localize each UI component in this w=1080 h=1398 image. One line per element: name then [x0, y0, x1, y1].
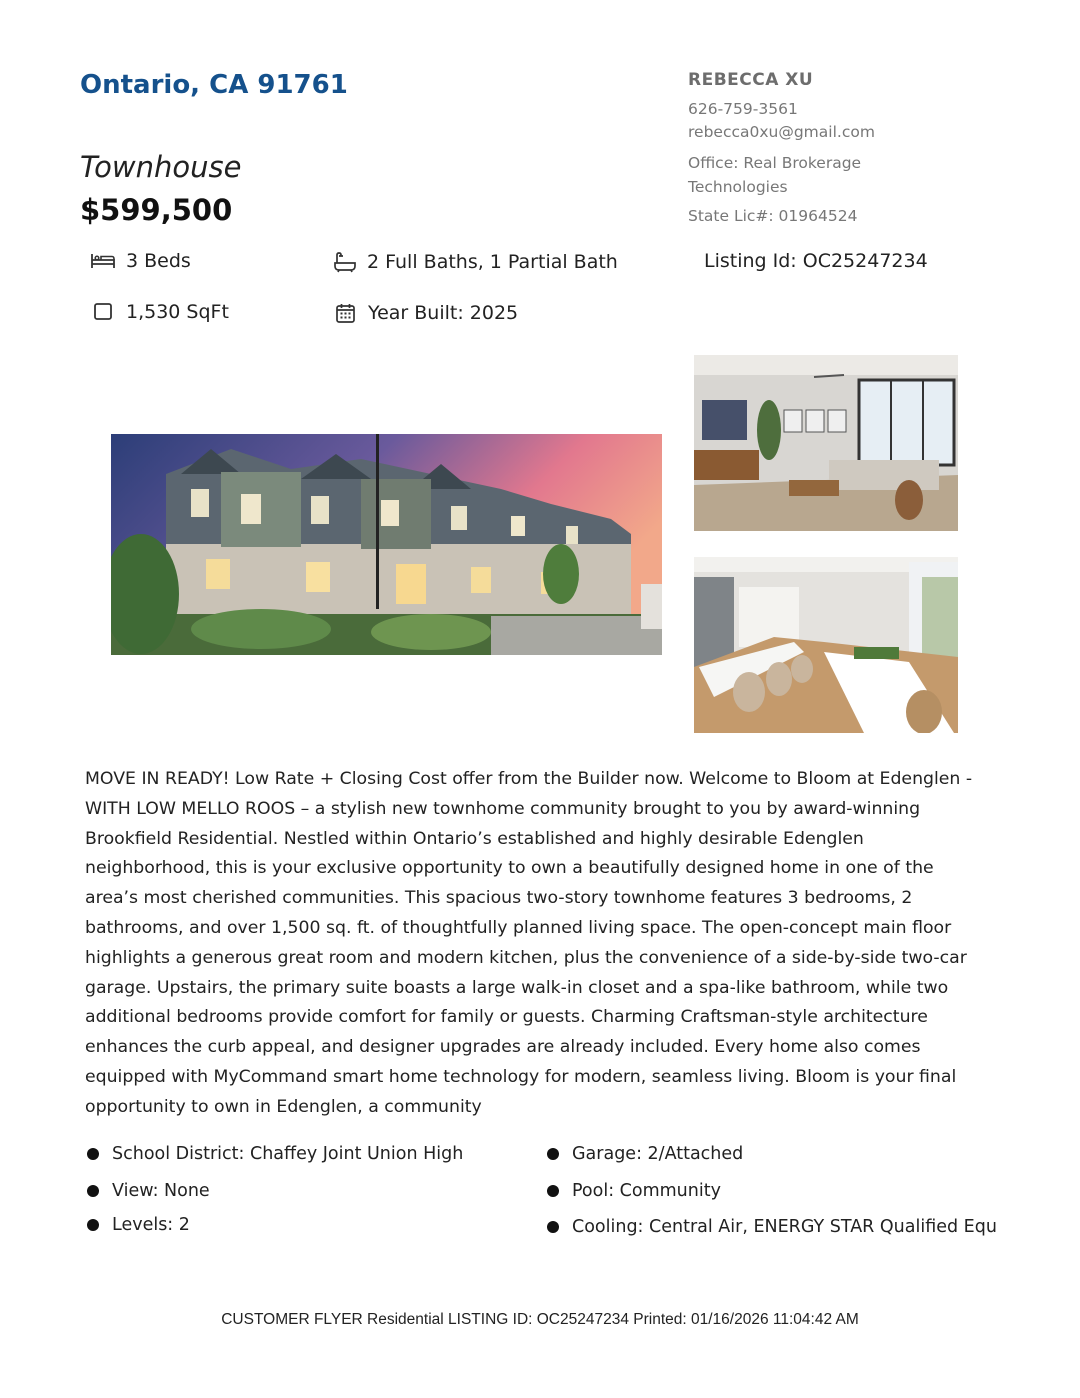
agent-name: REBECCA XU [688, 70, 814, 90]
feature-garage [547, 1144, 743, 1164]
agent-email[interactable]: rebecca0xu@gmail.com [688, 123, 875, 141]
bullet-icon [547, 1185, 559, 1197]
fact-year-built [334, 301, 518, 325]
feature-levels [87, 1215, 190, 1235]
bullet-icon [547, 1148, 559, 1160]
feature-text: View: None [112, 1181, 210, 1201]
fact-sqft [92, 301, 229, 323]
calendar-icon [334, 301, 358, 325]
feature-text: Cooling: Central Air, ENERGY STAR Qualified Equ [572, 1217, 997, 1237]
property-type: Townhouse [80, 150, 242, 184]
living-room-photo[interactable] [694, 355, 958, 531]
bed-icon [90, 251, 116, 271]
sqft-label: 1,530 SqFt [126, 301, 229, 323]
beds-label: 3 Beds [126, 250, 191, 272]
bullet-icon [87, 1185, 99, 1197]
price: $599,500 [80, 193, 233, 227]
agent-license: State Lic#: 01964524 [688, 207, 858, 225]
feature-school-district [87, 1144, 463, 1164]
feature-cooling [547, 1217, 1000, 1237]
city-state-zip: Ontario, CA 91761 [80, 70, 348, 100]
footer: CUSTOMER FLYER Residential LISTING ID: OC25247234 Printed: 01/16/2026 11:04:42 AM [221, 1311, 859, 1328]
year-built-label: Year Built: 2025 [368, 302, 519, 324]
feature-view [87, 1181, 210, 1201]
bullet-icon [87, 1219, 99, 1231]
fact-baths [333, 250, 618, 274]
kitchen-photo[interactable] [694, 557, 958, 733]
feature-text: Garage: 2/Attached [572, 1144, 744, 1164]
agent-phone[interactable]: 626-759-3561 [688, 100, 798, 118]
bath-icon [333, 250, 357, 274]
feature-text: Pool: Community [572, 1181, 721, 1201]
listing-id-label: Listing Id: OC25247234 [704, 250, 928, 272]
feature-pool [547, 1181, 721, 1201]
exterior-photo[interactable] [111, 434, 662, 655]
baths-label: 2 Full Baths, 1 Partial Bath [367, 251, 618, 273]
square-icon [92, 301, 116, 323]
feature-text: Levels: 2 [112, 1215, 190, 1235]
bullet-icon [547, 1221, 559, 1233]
feature-text: School District: Chaffey Joint Union High [112, 1144, 464, 1164]
fact-listing-id [704, 250, 928, 272]
description: MOVE IN READY! Low Rate + Closing Cost offer from the Builder now. Welcome to Bloom at Edenglen - WITH LOW MELLO ROOS – a stylish new townhome community brought to you by award-winning Brookfield Residential. Nestled within Ontario’s established and highly desirable Edenglen neighborhood, this is your exclusive opportunity to own a beautifully designed home in one of the area’s most cherished communities. This spacious two-story townhome features 3 bedrooms, 2 bathrooms, and over 1,500 sq. ft. of thoughtfully planned living space. The open-concept main floor highlights a generous great room and modern kitchen, plus the convenience of a side-by-side two-car garage. Upstairs, the primary suite boasts a large walk-in closet and a spa-like bathroom, while two additional bedrooms provide comfort for family or guests. Charming Craftsman-style architecture enhances the curb appeal, and designer upgrades are already included. Every home also comes equipped with MyCommand smart home technology for modern, seamless living. Bloom is your final opportunity to own in Edenglen, a community [85, 769, 973, 1117]
agent-office: Office: Real Brokerage Technologies [688, 154, 862, 196]
fact-beds [90, 250, 191, 272]
bullet-icon [87, 1148, 99, 1160]
